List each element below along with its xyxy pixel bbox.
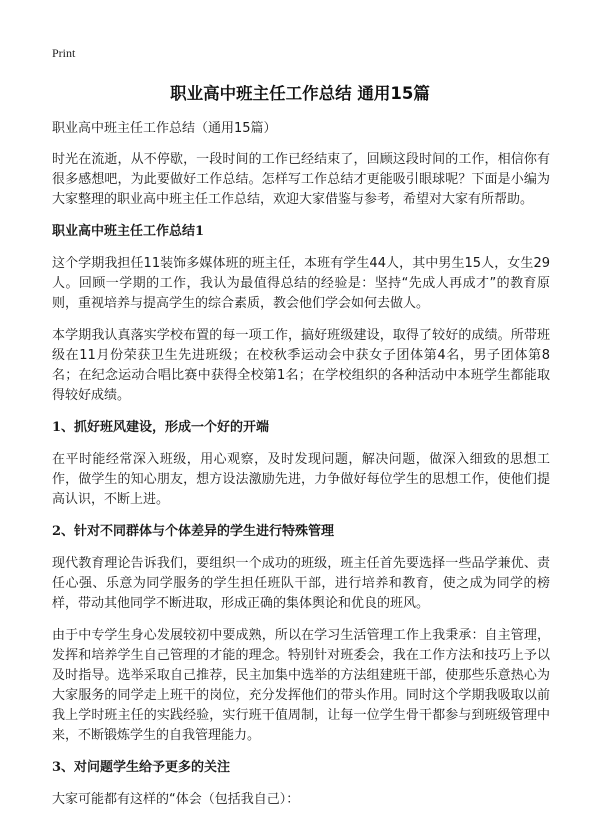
- intro-paragraph: 时光在流逝，从不停歇，一段时间的工作已经结束了，回顾这段时间的工作，相信你有很多感想吧，为此要做好工作总结。怎样写工作总结才更能吸引眼球呢？下面是小编为大家整理的职业高中班主任工作总结，欢迎大家借鉴与参考，希望对大家有所帮助。: [52, 152, 550, 207]
- subsection-heading: 1、抓好班风建设，形成一个好的开端: [52, 420, 270, 435]
- paragraph: 在平时能经常深入班级，用心观察，及时发现问题，解决问题，做深入细致的思想工作，做学生的知心朋友，想方设法激励先进，力争做好每位学生的思想工作，使他们提高认识，不断上进。: [52, 452, 550, 507]
- paragraph: 本学期我认真落实学校布置的每一项工作，搞好班级建设，取得了较好的成绩。所带班级在11月份荣获卫生先进班级；在校秋季运动会中获女子团体第4名，男子团体第8名；在纪念运动合唱比赛中获得全校第1名；在学校组织的各种活动中本班学生都能取得较好成绩。: [52, 328, 550, 403]
- paragraph: 这个学期我担任11装饰多媒体班的班主任，本班有学生44人，其中男生15人，女生29人。回顾一学期的工作，我认为最值得总结的经验是：坚持“先成人再成才”的教育原则，重视培养与提高学生的综合素质，教会他们学会如何去做人。: [52, 256, 550, 311]
- subsection-heading: 2、针对不同群体与个体差异的学生进行特殊管理: [52, 524, 335, 539]
- print-link[interactable]: Print: [52, 46, 76, 60]
- page-title: 职业高中班主任工作总结 通用15篇: [170, 84, 430, 103]
- subsection-heading: 3、对问题学生给予更多的关注: [52, 760, 231, 775]
- paragraph: 现代教育理论告诉我们，要组织一个成功的班级，班主任首先要选择一些品学兼优、责任心强、乐意为同学服务的学生担任班队干部，进行培养和教育，使之成为同学的榜样，带动其他同学不断进取，形成正确的集体舆论和优良的班风。: [52, 556, 550, 611]
- paragraph: 由于中专学生身心发展较初中要成熟，所以在学习生活管理工作上我秉承：自主管理，发挥和培养学生自己管理的才能的理念。特别针对班委会，我在工作方法和技巧上予以及时指导。选举采取自己推荐，民主加集中选举的方法组建班干部，使那些乐意热心为大家服务的同学走上班干的岗位，充分发挥他们的带头作用。同时这个学期我吸取以前我上学时班主任的实践经验，实行班干值周制，让每一位学生骨干都参与到班级管理中来，不断锻炼学生的自我管理能力。: [52, 628, 550, 743]
- document-subtitle: 职业高中班主任工作总结（通用15篇）: [52, 121, 277, 136]
- section-heading: 职业高中班主任工作总结1: [52, 224, 205, 239]
- paragraph: 大家可能都有这样的“体会（包括我自己）：: [52, 792, 300, 807]
- document-body: [52, 120, 550, 822]
